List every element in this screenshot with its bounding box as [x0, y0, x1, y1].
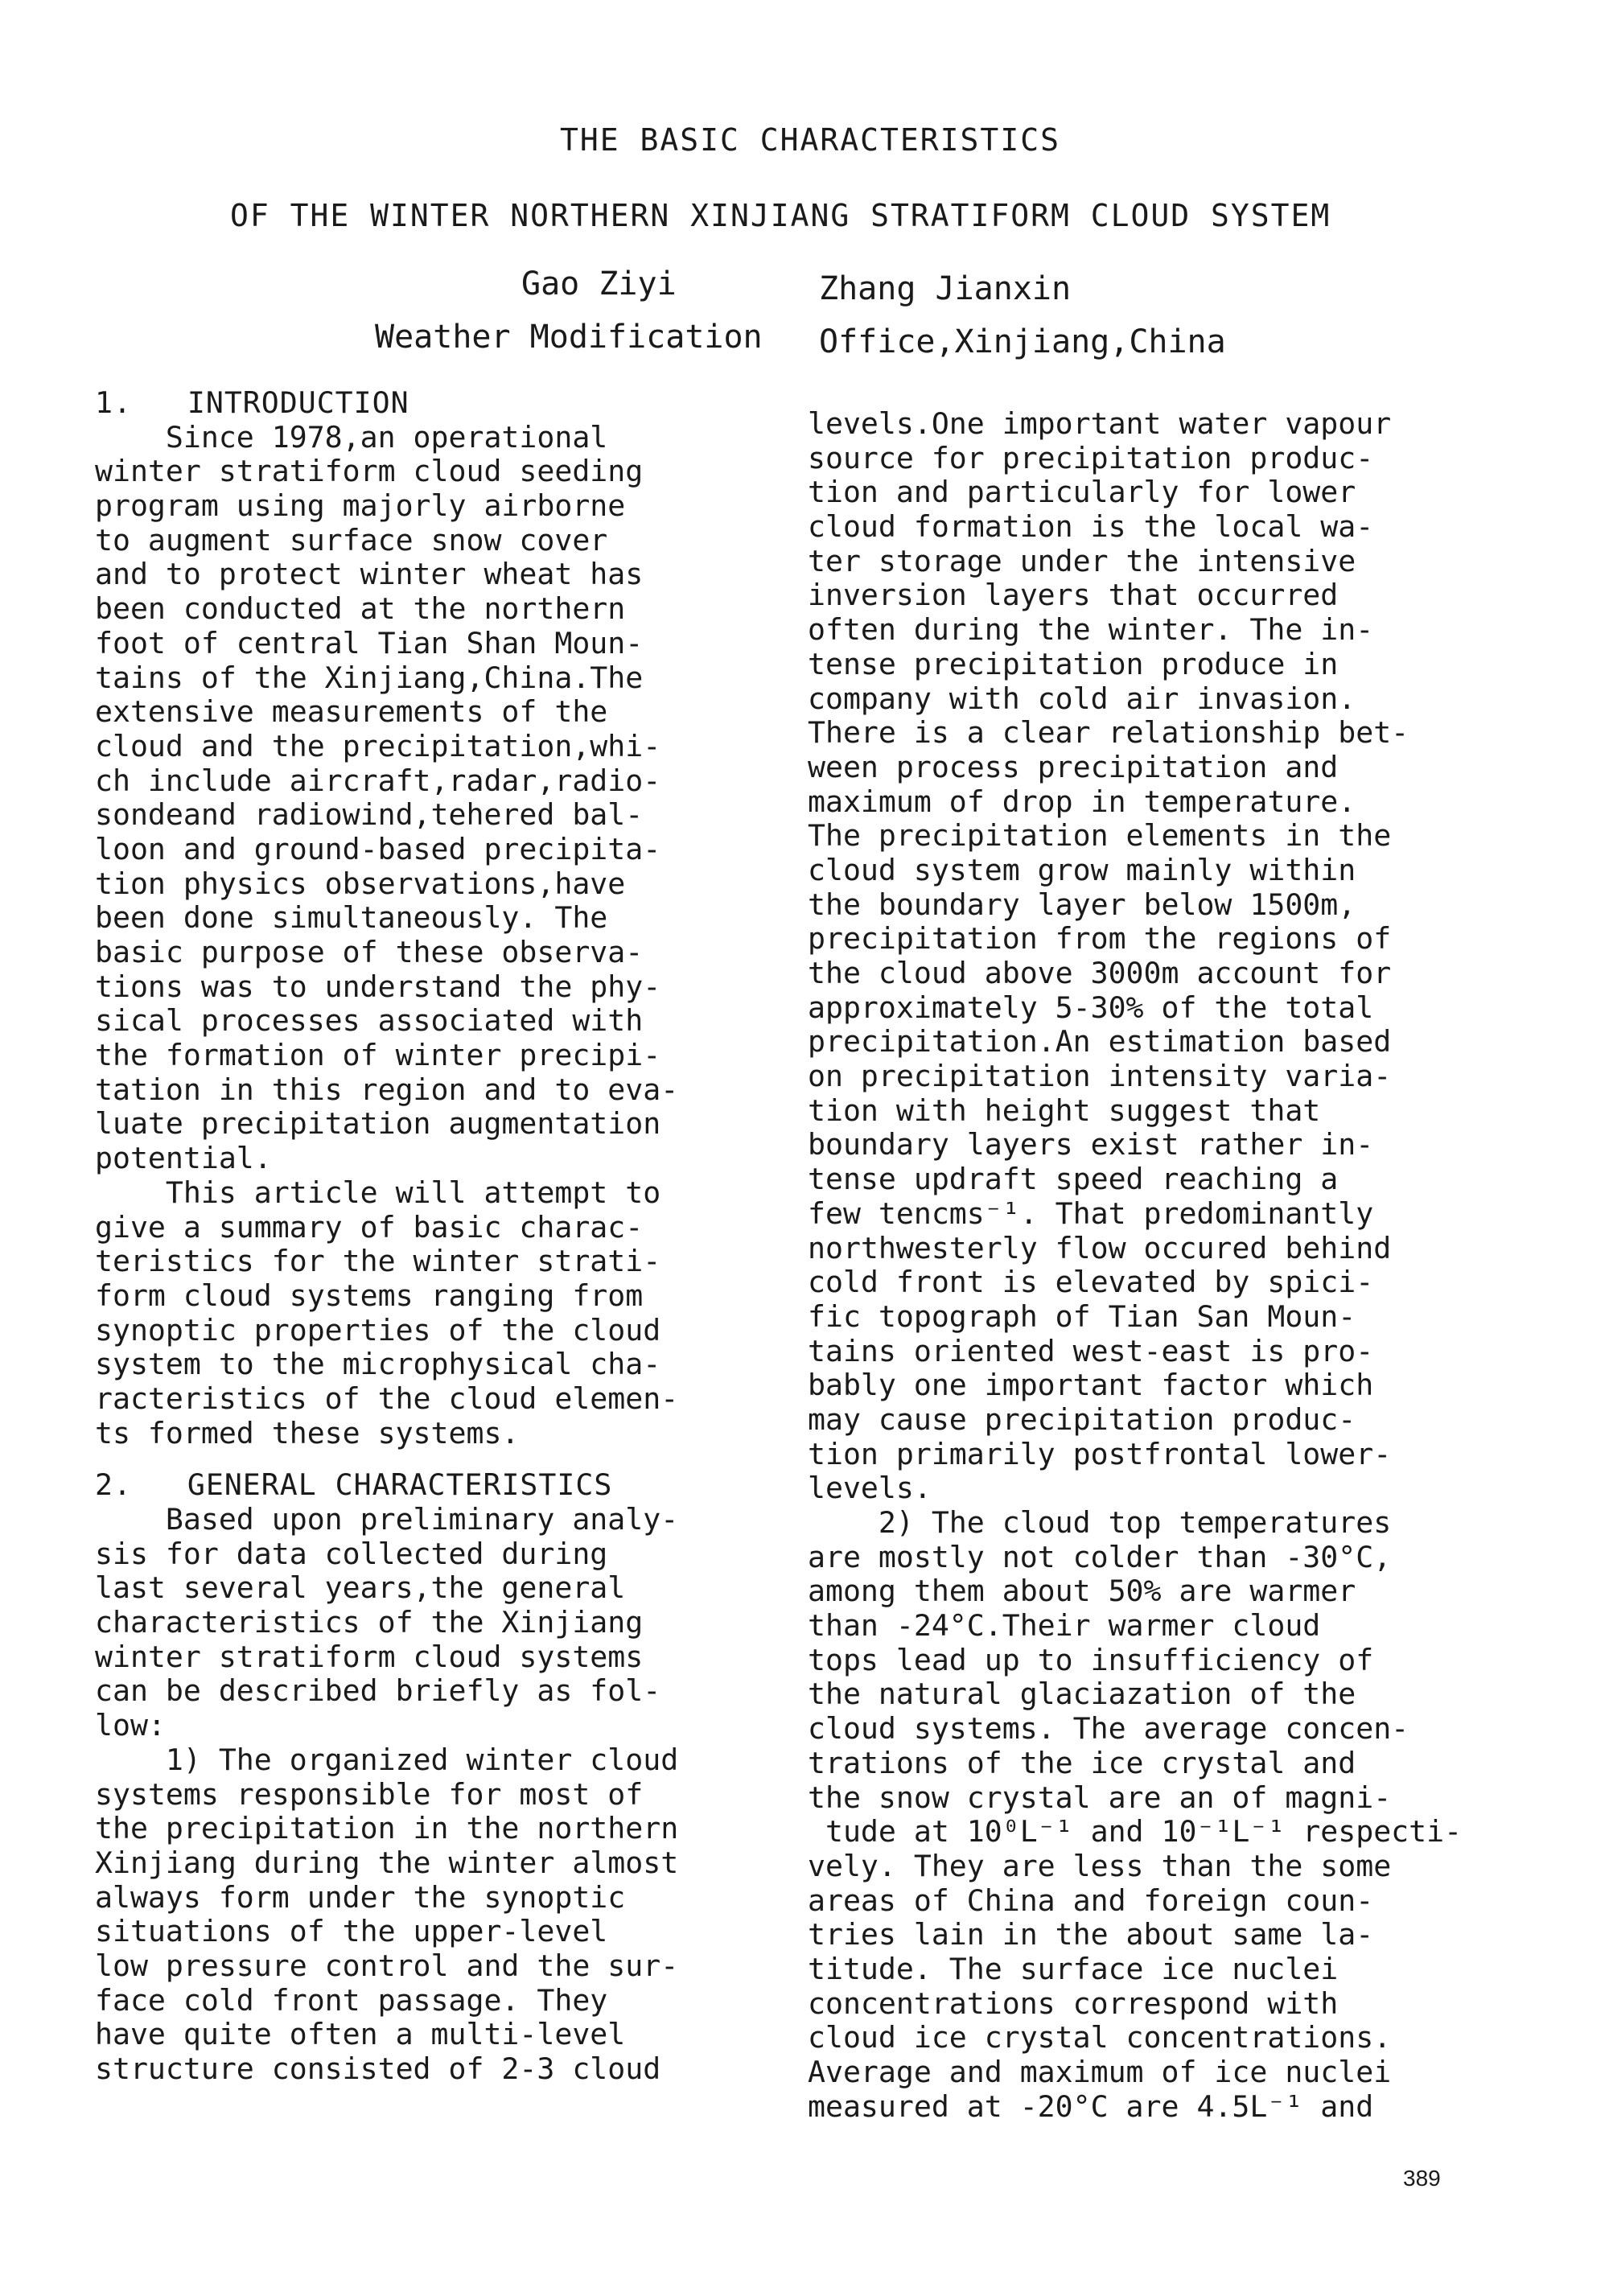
- text-line: are mostly not colder than -30°C,: [808, 1539, 1392, 1574]
- text-line: titude. The surface ice nuclei: [808, 1951, 1339, 1986]
- section-2-heading: 2. GENERAL CHARACTERISTICS: [95, 1467, 613, 1503]
- text-line: 2) The cloud top temperatures: [808, 1505, 1392, 1540]
- text-line: potential.: [95, 1141, 272, 1176]
- author-name-2: Zhang Jianxin: [819, 270, 1072, 307]
- text-line: the boundary layer below 1500m,: [808, 887, 1356, 922]
- text-line: Based upon preliminary analy-: [95, 1502, 679, 1537]
- text-line: than -24°C.Their warmer cloud: [808, 1608, 1321, 1644]
- text-line: luate precipitation augmentation: [95, 1106, 661, 1142]
- text-line: low pressure control and the sur-: [95, 1948, 679, 1983]
- left-column: [95, 386, 787, 2087]
- text-line: last several years,the general: [95, 1570, 626, 1606]
- text-line: cold front is elevated by spici-: [808, 1265, 1374, 1300]
- text-line: cloud systems. The average concen-: [808, 1711, 1409, 1747]
- text-line: maximum of drop in temperature.: [808, 784, 1356, 819]
- text-line: tains oriented west-east is pro-: [808, 1333, 1374, 1368]
- text-line: among them about 50% are warmer: [808, 1574, 1356, 1609]
- section-1-body: [95, 421, 787, 1451]
- text-line: face cold front passage. They: [95, 1982, 608, 2018]
- text-line: low:: [95, 1708, 166, 1743]
- text-line: characteristics of the Xinjiang: [95, 1605, 644, 1640]
- text-line: and to protect winter wheat has: [95, 557, 644, 592]
- text-line: approximately 5-30% of the total: [808, 990, 1374, 1025]
- text-line: tense precipitation produce in: [808, 646, 1339, 681]
- text-line: may cause precipitation produc-: [808, 1401, 1356, 1437]
- text-line: precipitation.An estimation based: [808, 1024, 1392, 1060]
- text-line: ch include aircraft,radar,radio-: [95, 763, 661, 798]
- text-line: situations of the upper-level: [95, 1914, 608, 1949]
- text-line: precipitation from the regions of: [808, 921, 1392, 957]
- text-line: tops lead up to insufficiency of: [808, 1642, 1374, 1677]
- text-line: ts formed these systems.: [95, 1415, 520, 1450]
- text-line: tion primarily postfrontal lower-: [808, 1436, 1392, 1471]
- text-line: give a summary of basic charac-: [95, 1209, 644, 1245]
- text-line: teristics for the winter strati-: [95, 1244, 661, 1279]
- text-line: basic purpose of these observa-: [95, 935, 644, 969]
- text-line: systems responsible for most of: [95, 1776, 644, 1812]
- text-line: often during the winter. The in-: [808, 612, 1374, 648]
- page-number: 389: [1403, 2166, 1441, 2191]
- section-1-heading: 1. INTRODUCTION: [95, 385, 409, 420]
- author-name-1: Gao Ziyi: [521, 265, 677, 302]
- paper-title-line-1: THE BASIC CHARACTERISTICS: [560, 122, 1060, 158]
- text-line: always form under the synoptic: [95, 1879, 626, 1915]
- text-line: form cloud systems ranging from: [95, 1278, 644, 1313]
- text-line: on precipitation intensity varia-: [808, 1059, 1392, 1094]
- text-line: ween process precipitation and: [808, 749, 1339, 784]
- text-line: sical processes associated with: [95, 1003, 644, 1039]
- text-line: source for precipitation produc-: [808, 440, 1374, 475]
- right-column-body: [808, 407, 1524, 2124]
- text-line: vely. They are less than the some: [808, 1848, 1392, 1883]
- text-line: tries lain in the about same la-: [808, 1917, 1374, 1952]
- text-line: Since 1978,an operational: [95, 419, 608, 455]
- text-line: levels.One important water vapour: [808, 406, 1392, 441]
- text-line: ter storage under the intensive: [808, 543, 1356, 578]
- text-line: synoptic properties of the cloud: [95, 1312, 661, 1348]
- text-line: been done simultaneously. The: [95, 900, 608, 936]
- text-line: cloud and the precipitation,whi-: [95, 728, 661, 763]
- text-line: to augment surface snow cover: [95, 522, 608, 558]
- text-line: tion physics observations,have: [95, 866, 626, 901]
- text-line: sondeand radiowind,tehered bal-: [95, 797, 644, 833]
- text-line: been conducted at the northern: [95, 591, 626, 627]
- text-line: company with cold air invasion.: [808, 681, 1356, 716]
- text-line: structure consisted of 2-3 cloud: [95, 2051, 661, 2086]
- text-line: tude at 10⁰L⁻¹ and 10⁻¹L⁻¹ respecti-: [808, 1814, 1463, 1850]
- text-line: The precipitation elements in the: [808, 818, 1392, 854]
- right-column: [808, 407, 1524, 2124]
- text-line: 1) The organized winter cloud: [95, 1742, 679, 1777]
- text-line: cloud system grow mainly within: [808, 852, 1356, 887]
- text-line: tion and particularly for lower: [808, 475, 1356, 510]
- text-line: winter stratiform cloud systems: [95, 1639, 644, 1674]
- text-line: cloud formation is the local wa-: [808, 509, 1374, 545]
- text-line: fic topograph of Tian San Moun-: [808, 1298, 1356, 1334]
- text-line: measured at -20°C are 4.5L⁻¹ and: [808, 2088, 1374, 2124]
- text-line: sis for data collected during: [95, 1536, 608, 1571]
- text-line: Xinjiang during the winter almost: [95, 1845, 679, 1880]
- text-line: concentrations correspond with: [808, 1985, 1339, 2021]
- text-line: inversion layers that occurred: [808, 578, 1339, 613]
- text-line: the snow crystal are an of magni-: [808, 1780, 1392, 1815]
- text-line: loon and ground-based precipita-: [95, 831, 661, 866]
- text-line: bably one important factor which: [808, 1368, 1374, 1403]
- text-line: system to the microphysical cha-: [95, 1347, 661, 1382]
- text-line: few tencms⁻¹. That predominantly: [808, 1195, 1374, 1231]
- paper-title-line-2: OF THE WINTER NORTHERN XINJIANG STRATIFORM CLOUD SYSTEM: [230, 198, 1331, 233]
- text-line: foot of central Tian Shan Moun-: [95, 625, 644, 660]
- text-line: areas of China and foreign coun-: [808, 1882, 1374, 1918]
- text-line: the natural glaciazation of the: [808, 1677, 1356, 1712]
- text-line: the cloud above 3000m account for: [808, 956, 1392, 990]
- text-line: trations of the ice crystal and: [808, 1745, 1356, 1780]
- text-line: can be described briefly as fol-: [95, 1673, 661, 1709]
- affiliation-part-2: Office,Xinjiang,China: [819, 323, 1226, 360]
- text-line: northwesterly flow occured behind: [808, 1230, 1392, 1265]
- text-line: boundary layers exist rather in-: [808, 1127, 1374, 1162]
- text-line: There is a clear relationship bet-: [808, 715, 1409, 751]
- text-line: extensive measurements of the: [95, 694, 608, 730]
- text-line: have quite often a multi-level: [95, 2017, 626, 2052]
- text-line: Average and maximum of ice nuclei: [808, 2055, 1392, 2089]
- text-line: tion with height suggest that: [808, 1092, 1321, 1128]
- text-line: program using majorly airborne: [95, 488, 626, 524]
- section-2-body: [95, 1503, 787, 2087]
- text-line: levels.: [808, 1471, 932, 1506]
- text-line: tions was to understand the phy-: [95, 969, 661, 1004]
- text-line: tation in this region and to eva-: [95, 1072, 679, 1107]
- text-line: This article will attempt to: [95, 1175, 661, 1210]
- text-line: the precipitation in the northern: [95, 1811, 679, 1846]
- text-line: the formation of winter precipi-: [95, 1038, 661, 1073]
- text-line: tense updraft speed reaching a: [808, 1162, 1339, 1197]
- text-line: tains of the Xinjiang,China.The: [95, 660, 644, 695]
- text-line: winter stratiform cloud seeding: [95, 454, 644, 489]
- affiliation-part-1: Weather Modification: [375, 319, 763, 356]
- text-line: cloud ice crystal concentrations.: [808, 2020, 1392, 2055]
- text-line: racteristics of the cloud elemen-: [95, 1380, 679, 1416]
